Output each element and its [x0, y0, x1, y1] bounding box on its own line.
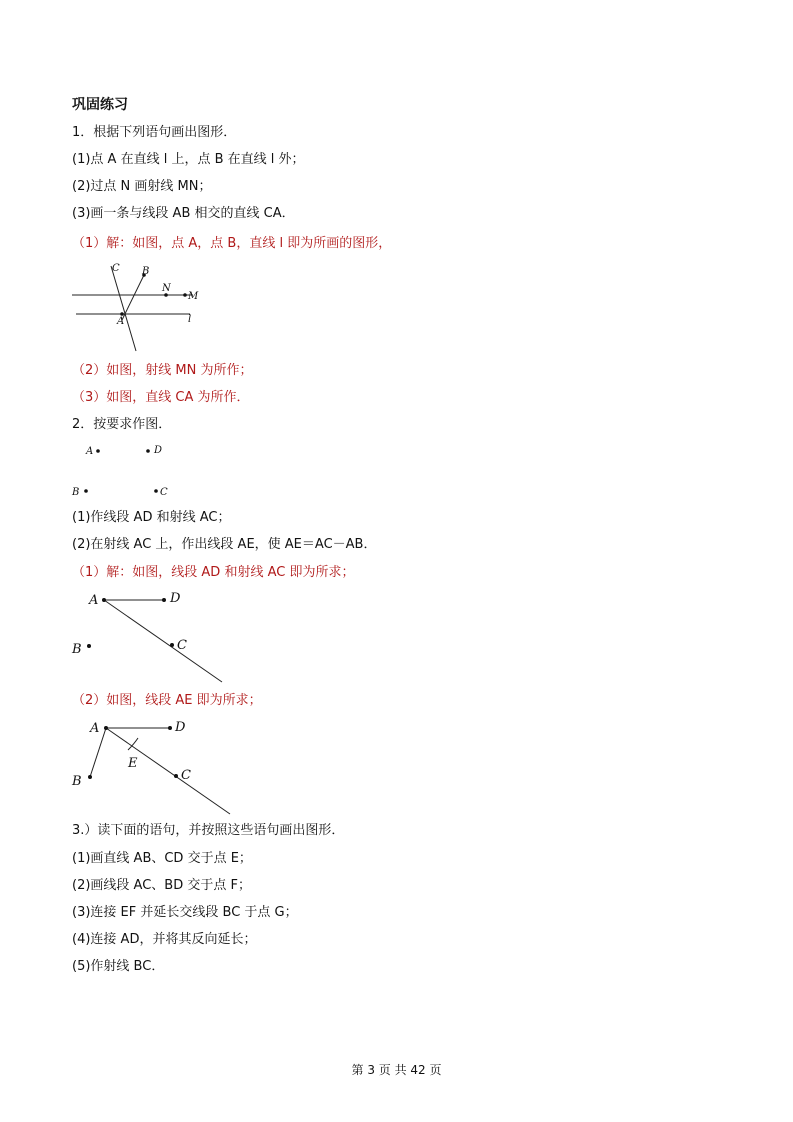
page-number: 第 3 页 共 42 页 [351, 1063, 442, 1077]
q2-answer-2: （2）如图，线段 AE 即为所求； [72, 693, 262, 708]
q1-answer-3: （3）如图，直线 CA 为所作． [72, 390, 250, 405]
q2-item-1: (1)作线段 AD 和射线 AC； [72, 510, 231, 525]
q2-figure-2 [60, 714, 240, 816]
q3-item-2: (2)画线段 AC、BD 交于点 F； [72, 878, 251, 893]
point-b [87, 644, 91, 648]
label-c: C [181, 768, 191, 783]
label-a: A [89, 593, 99, 608]
label-a: A [117, 316, 125, 327]
label-n: N [162, 283, 171, 294]
q3-item-3: (3)连接 EF 并延长交线段 BC 于点 G； [72, 905, 298, 920]
point-c [174, 774, 178, 778]
label-c: C [160, 487, 168, 498]
label-b: B [142, 266, 150, 277]
q2-points-figure [60, 440, 200, 504]
label-a: A [90, 721, 100, 736]
point-d [168, 726, 172, 730]
q2-item-2: (2)在射线 AC 上，作出线段 AE，使 AE＝AC－AB． [72, 537, 377, 552]
point-c [154, 489, 158, 493]
q2-stem: 2．按要求作图． [72, 417, 172, 432]
label-d: D [175, 720, 186, 735]
q3-item-5: (5)作射线 BC． [72, 959, 165, 974]
ray-ac [104, 600, 222, 682]
label-b: B [72, 487, 80, 498]
point-d [162, 598, 166, 602]
point-m [183, 293, 187, 297]
q3-item-1: (1)画直线 AB、CD 交于点 E； [72, 851, 252, 866]
point-a [104, 726, 108, 730]
q1-answer-2: （2）如图，射线 MN 为所作； [72, 363, 253, 378]
q2-answer-1: （1）解：如图，线段 AD 和射线 AC 即为所求； [72, 565, 355, 580]
point-a [102, 598, 106, 602]
point-d [146, 449, 150, 453]
segment-ab [122, 275, 144, 320]
point-c [170, 643, 174, 647]
point-a [96, 449, 100, 453]
section-title: 巩固练习 [72, 97, 128, 113]
label-c: C [112, 263, 120, 274]
label-b: B [72, 774, 82, 789]
label-m: M [188, 291, 199, 302]
label-c: C [177, 638, 187, 653]
q1-item-2: (2)过点 N 画射线 MN； [72, 179, 212, 194]
label-l: l [188, 314, 192, 325]
ray-ac [106, 728, 230, 814]
q1-answer-1: （1）解：如图，点 A，点 B，直线 l 即为所画的图形， [72, 236, 392, 251]
q1-stem: 1．根据下列语句画出图形． [72, 125, 237, 140]
point-b [84, 489, 88, 493]
q2-figure-1 [60, 586, 240, 686]
label-d: D [154, 445, 163, 456]
q1-figure [60, 258, 220, 358]
label-d: D [170, 591, 181, 606]
q3-item-4: (4)连接 AD，并将其反向延长； [72, 932, 257, 947]
point-b [88, 775, 92, 779]
label-e: E [128, 756, 138, 771]
label-b: B [72, 642, 82, 657]
q1-item-3: (3)画一条与线段 AB 相交的直线 CA． [72, 206, 295, 221]
q1-item-1: (1)点 A 在直线 l 上，点 B 在直线 l 外； [72, 152, 305, 167]
label-a: A [86, 446, 94, 457]
q3-stem: 3.）读下面的语句，并按照这些语句画出图形． [72, 823, 345, 838]
line-ca [111, 266, 136, 351]
